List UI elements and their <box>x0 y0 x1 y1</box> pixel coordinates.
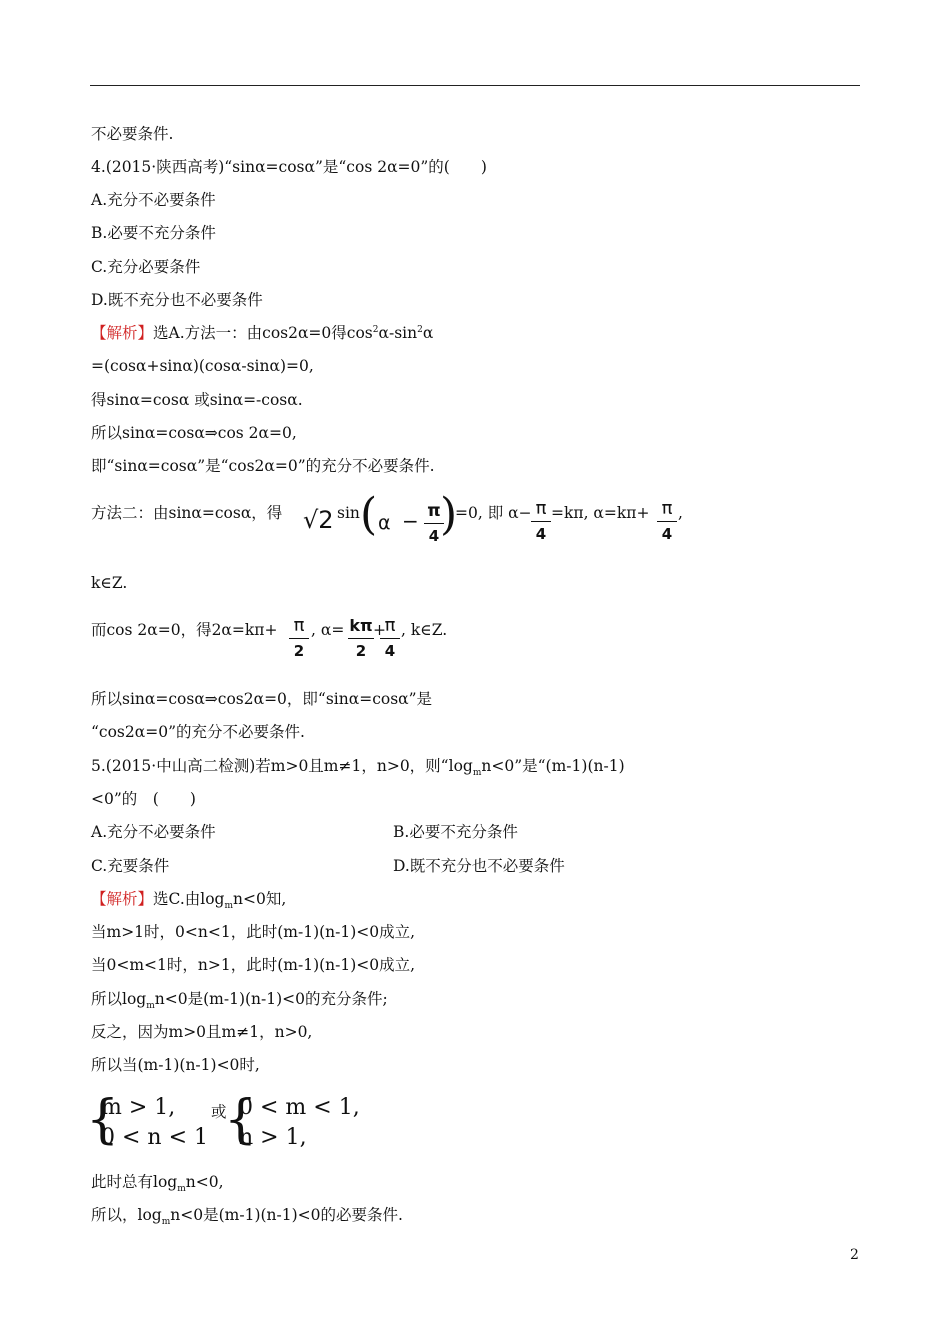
text-line: 而cos 2α=0，得2α=kπ+ <box>91 621 278 639</box>
method-two-text: 方法二：由sinα=cosα，得 <box>91 504 283 522</box>
right-paren: ) <box>440 489 458 540</box>
fraction-pi-over-4 <box>657 500 677 542</box>
equation-text: , k∈Z. <box>401 621 448 639</box>
text-line: =(cosα+sinα)(cosα-sinα)=0, <box>91 357 314 375</box>
fraction-bar <box>348 638 374 639</box>
fraction-bar <box>657 521 677 522</box>
line-text: 此时总有log <box>91 1173 178 1191</box>
superscript: 2 <box>372 324 379 335</box>
analysis-text: α-sin <box>378 324 418 342</box>
question-5-stem-cont: <0”的 ( ) <box>91 790 196 808</box>
subscript: m <box>146 1001 155 1012</box>
numerator: π <box>535 498 547 519</box>
superscript: 2 <box>417 324 423 335</box>
text-line: 得sinα=cosα 或sinα=-cosα. <box>91 391 303 409</box>
denominator: 4 <box>428 527 440 545</box>
analysis-text: n<0知, <box>233 890 287 908</box>
numerator: π <box>384 615 396 636</box>
analysis-text: α <box>422 324 434 342</box>
analysis-line <box>91 323 433 343</box>
option-a: A.充分不必要条件 <box>91 191 216 209</box>
system-right-line-2: n > 1, <box>239 1125 307 1150</box>
header-rule <box>90 85 860 86</box>
text-line: 所以当(m-1)(n-1)<0时, <box>91 1056 260 1074</box>
sqrt-two: √2 <box>303 506 334 534</box>
text-line: 所以sinα=cosα⇒cos 2α=0, <box>91 424 297 442</box>
question-4-stem: 4.(2015·陕西高考)“sinα=cosα”是“cos 2α=0”的( ) <box>91 158 487 176</box>
line-text: n<0, <box>185 1173 224 1191</box>
stem-text: n<0”是“(m-1)(n-1) <box>481 757 625 775</box>
analysis-tag: 【解析】 <box>91 890 154 908</box>
text-line: k∈Z. <box>91 574 128 592</box>
system-left-line-2: 0 < n < 1 <box>101 1125 209 1150</box>
fraction-kpi-over-2 <box>348 617 374 659</box>
fraction-bar <box>531 521 551 522</box>
fraction-bar <box>289 638 309 639</box>
equation-text: , α= <box>311 621 345 639</box>
text-line: 即“sinα=cosα”是“cos2α=0”的充分不必要条件. <box>91 457 435 475</box>
analysis-text: 选C.由log <box>153 890 225 908</box>
question-5-stem <box>91 756 625 779</box>
text-line: 所以sinα=cosα⇒cos2α=0，即“sinα=cosα”是 <box>91 690 433 708</box>
option-c: C.充要条件 <box>91 857 170 875</box>
text-line: 反之，因为m>0且m≠1，n>0, <box>91 1023 313 1041</box>
left-paren: ( <box>360 489 378 540</box>
option-b: B.必要不充分条件 <box>91 224 216 242</box>
subscript: m <box>177 1184 186 1195</box>
analysis-line <box>91 889 287 912</box>
option-b: B.必要不充分条件 <box>393 823 518 841</box>
alpha-symbol: α <box>378 512 391 534</box>
option-d: D.既不充分也不必要条件 <box>393 857 565 875</box>
fraction-pi-over-4 <box>531 500 551 542</box>
line-text: 所以log <box>91 990 147 1008</box>
text-line: “cos2α=0”的充分不必要条件. <box>91 723 305 741</box>
sin-text: sin <box>337 504 360 522</box>
text-line: 不必要条件. <box>91 125 174 143</box>
minus-sign: − <box>402 509 419 533</box>
denominator: 2 <box>293 642 305 660</box>
subscript: m <box>224 901 234 912</box>
option-a: A.充分不必要条件 <box>91 823 216 841</box>
analysis-tag: 【解析】 <box>91 324 154 342</box>
text-line: 当m>1时，0<n<1，此时(m-1)(n-1)<0成立, <box>91 923 416 941</box>
fraction-bar <box>380 638 400 639</box>
line-text: n<0是(m-1)(n-1)<0的充分条件; <box>154 990 388 1008</box>
analysis-text: 选A.方法一：由cos2α=0得cos <box>153 324 373 342</box>
subscript: m <box>161 1217 171 1228</box>
left-brace-icon: { <box>86 1090 120 1150</box>
line-text: 所以，log <box>91 1206 162 1224</box>
plus-sign: + <box>373 621 386 639</box>
option-c: C.充分必要条件 <box>91 258 201 276</box>
denominator: 4 <box>661 525 673 543</box>
denominator: 4 <box>384 642 396 660</box>
numerator: π <box>427 501 441 521</box>
system-left-line-1: m > 1, <box>101 1095 176 1120</box>
fraction-pi-over-2 <box>289 617 309 659</box>
numerator: kπ <box>349 616 373 635</box>
stem-text: 5.(2015·中山高二检测)若m>0且m≠1，n>0，则“log <box>91 757 473 775</box>
system-right-line-1: 0 < m < 1, <box>239 1095 360 1120</box>
equation-text: =0, 即 α− <box>455 504 532 522</box>
subscript: m <box>472 768 482 779</box>
denominator: 4 <box>535 525 547 543</box>
option-d: D.既不充分也不必要条件 <box>91 291 263 309</box>
page-number: 2 <box>850 1247 859 1263</box>
comma: , <box>678 504 683 522</box>
text-line: 当0<m<1时，n>1，此时(m-1)(n-1)<0成立, <box>91 956 416 974</box>
text-line <box>91 1205 403 1228</box>
text-line <box>91 989 388 1012</box>
left-brace-icon: { <box>224 1090 258 1150</box>
numerator: π <box>661 498 673 519</box>
fraction-pi-over-4 <box>380 617 400 659</box>
numerator: π <box>293 615 305 636</box>
line-text: n<0是(m-1)(n-1)<0的必要条件. <box>170 1206 403 1224</box>
equation-text: =kπ, α=kπ+ <box>551 504 650 522</box>
or-text: 或 <box>211 1103 227 1121</box>
denominator: 2 <box>355 642 367 660</box>
text-line <box>91 1172 224 1195</box>
